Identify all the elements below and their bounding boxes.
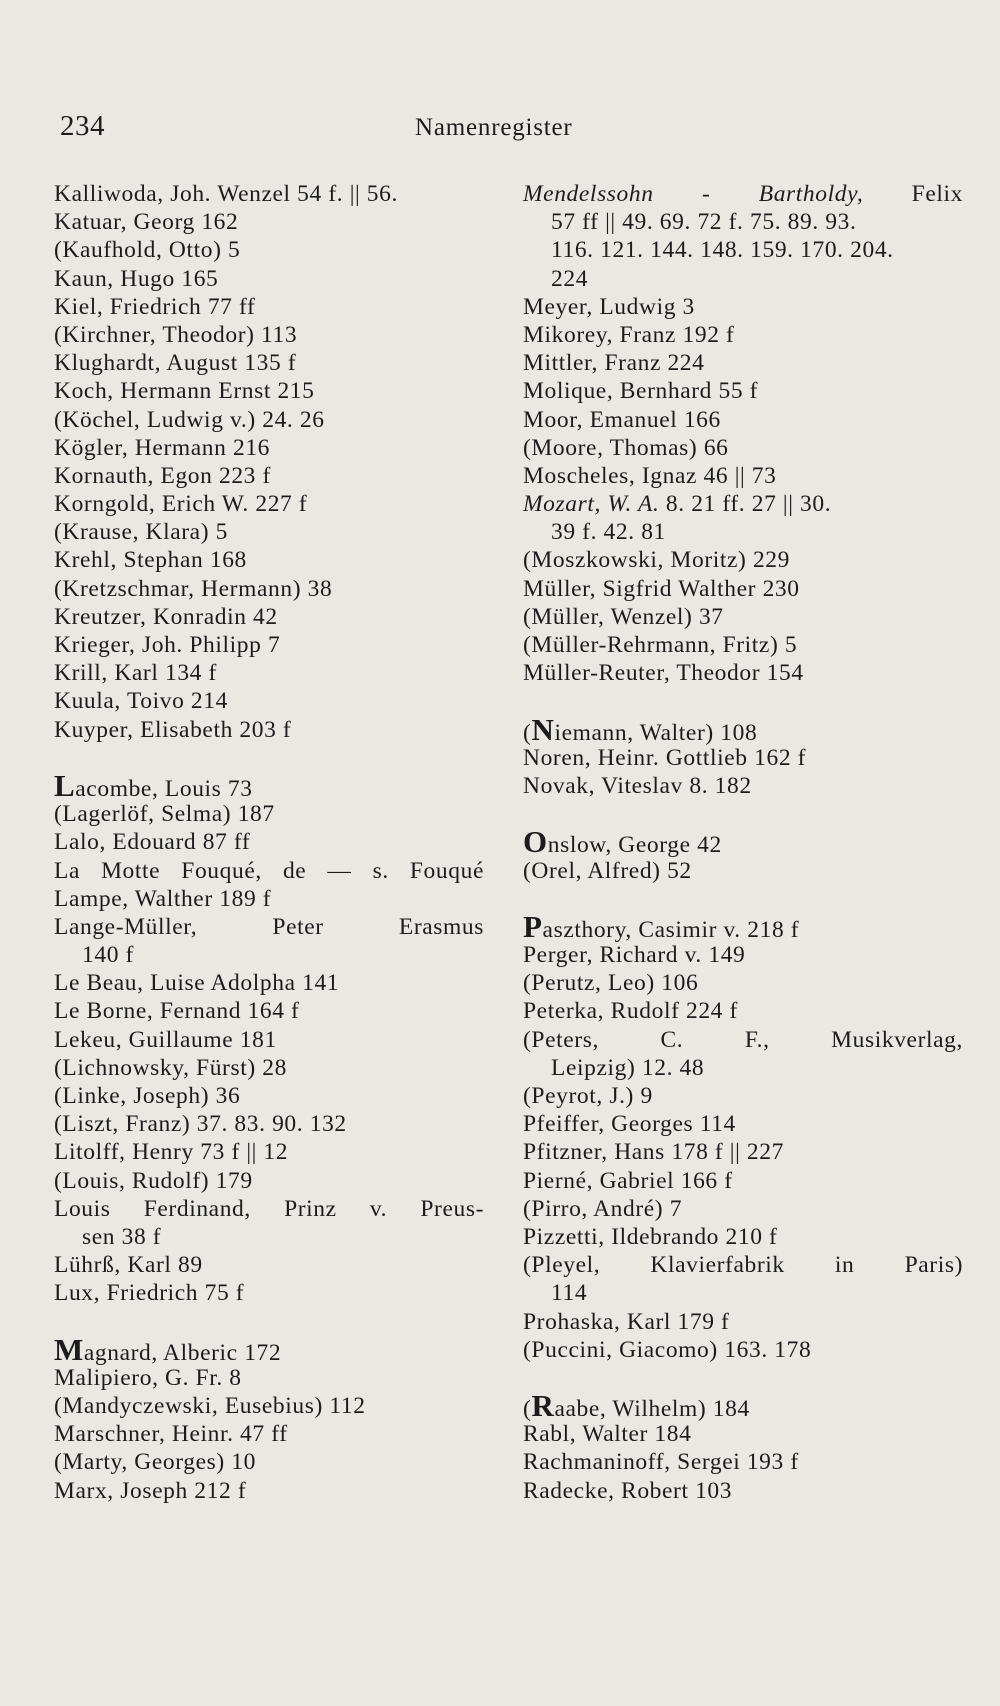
entry-prefix: ( bbox=[523, 1396, 532, 1423]
entry-text: 116. 121. 144. 148. 159. 170. 204. bbox=[551, 237, 894, 264]
section-gap bbox=[54, 1308, 484, 1336]
entry-text: (Linke, Joseph) 36 bbox=[54, 1083, 241, 1109]
entry-text: Katuar, Georg 162 bbox=[54, 209, 239, 236]
entry-text: Kalliwoda, Joh. Wenzel 54 f. || 56. bbox=[54, 181, 398, 207]
index-entry bbox=[54, 1167, 484, 1195]
entry-text: Marx, Joseph 212 f bbox=[54, 1477, 247, 1504]
entry-text: Lange-Müller, Peter Erasmus bbox=[54, 913, 484, 940]
section-initial: M bbox=[54, 1331, 84, 1367]
index-entry bbox=[54, 575, 484, 603]
entry-text: Mikorey, Franz 192 f bbox=[523, 321, 735, 348]
index-entry bbox=[54, 406, 484, 434]
entry-text: 8. 21 ff. 27 || 30. bbox=[659, 491, 832, 518]
entry-text: Malipiero, G. Fr. 8 bbox=[54, 1364, 242, 1391]
index-entry bbox=[54, 631, 484, 659]
entry-name-italic: Mozart, W. A. bbox=[523, 491, 660, 518]
entry-text: Lührß, Karl 89 bbox=[54, 1252, 203, 1279]
entry-text: Moor, Emanuel 166 bbox=[523, 406, 721, 433]
entry-text: (Kaufhold, Otto) 5 bbox=[54, 237, 241, 264]
entry-text: (Müller-Rehrmann, Fritz) 5 bbox=[523, 632, 798, 658]
entry-text: Kuula, Toivo 214 bbox=[54, 688, 228, 715]
entry-text: Kaun, Hugo 165 bbox=[54, 265, 219, 292]
entry-text: Moscheles, Ignaz 46 || 73 bbox=[523, 462, 777, 489]
entry-text: Molique, Bernhard 55 f bbox=[523, 378, 759, 405]
index-entry bbox=[523, 1195, 963, 1223]
index-entry bbox=[54, 969, 484, 997]
index-entry-continuation bbox=[523, 1279, 963, 1307]
entry-text: Pizzetti, Ildebrando 210 f bbox=[523, 1223, 778, 1250]
index-entry bbox=[523, 908, 963, 944]
index-entry bbox=[54, 885, 484, 913]
index-entry bbox=[54, 377, 484, 405]
entry-text: La Motte Fouqué, de — s. Fouqué bbox=[54, 857, 484, 884]
entry-text: Kuyper, Elisabeth 203 f bbox=[54, 716, 292, 743]
index-entry bbox=[54, 236, 484, 264]
index-entry bbox=[54, 1110, 484, 1138]
index-entry bbox=[523, 575, 963, 603]
entry-text: Kögler, Hermann 216 bbox=[54, 434, 271, 461]
entry-text: Leipzig) 12. 48 bbox=[551, 1054, 705, 1081]
entry-text: (Puccini, Giacomo) 163. 178 bbox=[523, 1336, 812, 1363]
index-entry bbox=[523, 969, 963, 997]
page-number: 234 bbox=[60, 110, 105, 142]
index-entry-continuation bbox=[523, 1054, 963, 1082]
entry-text: (Peyrot, J.) 9 bbox=[523, 1083, 653, 1109]
index-entry bbox=[523, 434, 963, 462]
index-entry bbox=[54, 913, 484, 941]
section-gap bbox=[523, 800, 963, 828]
entry-text: Krieger, Joh. Philipp 7 bbox=[54, 632, 281, 658]
index-entry-continuation bbox=[523, 208, 963, 236]
entry-text: Rabl, Walter 184 bbox=[523, 1421, 692, 1448]
entry-text: Pierné, Gabriel 166 f bbox=[523, 1167, 733, 1194]
index-entry bbox=[54, 1331, 484, 1367]
index-entry bbox=[523, 659, 963, 687]
index-entry bbox=[523, 1336, 963, 1364]
index-entry bbox=[523, 1138, 963, 1166]
entry-text: Krehl, Stephan 168 bbox=[54, 547, 247, 574]
index-entry bbox=[523, 1251, 963, 1279]
section-initial: N bbox=[531, 711, 555, 747]
entry-text: Meyer, Ludwig 3 bbox=[523, 293, 695, 320]
index-entry bbox=[523, 1110, 963, 1138]
index-entry bbox=[523, 1026, 963, 1054]
entry-text: Koch, Hermann Ernst 215 bbox=[54, 378, 315, 405]
index-entry bbox=[54, 1082, 484, 1110]
entry-text: Lux, Friedrich 75 f bbox=[54, 1280, 245, 1307]
index-entry bbox=[523, 603, 963, 631]
index-entry bbox=[523, 180, 963, 208]
index-entry bbox=[54, 546, 484, 574]
entry-text: Müller-Reuter, Theodor 154 bbox=[523, 660, 804, 687]
entry-text: Korngold, Erich W. 227 f bbox=[54, 491, 308, 518]
index-entry bbox=[54, 767, 484, 803]
entry-text: Pfitzner, Hans 178 f || 227 bbox=[523, 1139, 784, 1166]
index-entry bbox=[523, 772, 963, 800]
entry-text: Le Beau, Luise Adolpha 141 bbox=[54, 970, 340, 997]
index-entry bbox=[523, 1167, 963, 1195]
entry-text: Pfeiffer, Georges 114 bbox=[523, 1111, 736, 1138]
index-entry bbox=[523, 1082, 963, 1110]
index-entry bbox=[54, 1026, 484, 1054]
index-entry bbox=[54, 1364, 484, 1392]
entry-text: (Müller, Wenzel) 37 bbox=[523, 603, 724, 630]
index-entry-continuation bbox=[523, 265, 963, 293]
entry-text: (Lagerlöf, Selma) 187 bbox=[54, 801, 275, 828]
entry-text: agnard, Alberic 172 bbox=[83, 1339, 282, 1366]
entry-text: acombe, Louis 73 bbox=[75, 775, 253, 802]
index-entry bbox=[523, 941, 963, 969]
index-entry bbox=[54, 1195, 484, 1223]
index-entry bbox=[54, 1138, 484, 1166]
section-gap bbox=[54, 744, 484, 772]
entry-text: aabe, Wilhelm) 184 bbox=[554, 1396, 750, 1423]
index-entry-continuation bbox=[523, 518, 963, 546]
entry-text: (Pirro, André) 7 bbox=[523, 1195, 683, 1222]
entry-text: (Moszkowski, Moritz) 229 bbox=[523, 547, 791, 574]
entry-text: Perger, Richard v. 149 bbox=[523, 942, 746, 969]
index-entry bbox=[523, 1308, 963, 1336]
entry-text: Krill, Karl 134 f bbox=[54, 660, 217, 687]
index-entry bbox=[54, 716, 484, 744]
entry-text: Kornauth, Egon 223 f bbox=[54, 462, 271, 489]
index-entry bbox=[54, 687, 484, 715]
section-initial: P bbox=[523, 908, 543, 944]
index-entry bbox=[54, 1420, 484, 1448]
index-entry-continuation bbox=[54, 941, 484, 969]
index-entry-continuation bbox=[54, 1223, 484, 1251]
index-entry bbox=[54, 1251, 484, 1279]
index-entry bbox=[54, 462, 484, 490]
index-entry bbox=[523, 1477, 963, 1505]
index-entry bbox=[523, 349, 963, 377]
index-entry bbox=[523, 406, 963, 434]
entry-text: Rachmaninoff, Sergei 193 f bbox=[523, 1449, 799, 1476]
index-entry bbox=[54, 180, 484, 208]
index-entry bbox=[523, 744, 963, 772]
entry-text: Noren, Heinr. Gottlieb 162 f bbox=[523, 744, 807, 771]
index-column-left bbox=[54, 180, 484, 1505]
index-entry bbox=[523, 1388, 963, 1424]
index-entry bbox=[54, 1279, 484, 1307]
entry-text: 57 ff || 49. 69. 72 f. 75. 89. 93. bbox=[551, 209, 857, 236]
index-entry bbox=[523, 997, 963, 1025]
section-gap bbox=[523, 1364, 963, 1392]
entry-text: Le Borne, Fernand 164 f bbox=[54, 998, 300, 1025]
index-entry bbox=[523, 321, 963, 349]
entry-text: nslow, George 42 bbox=[547, 832, 722, 859]
entry-name-italic: Mendelssohn - Bartholdy, bbox=[523, 181, 864, 207]
entry-text: Müller, Sigfrid Walther 230 bbox=[523, 575, 800, 602]
entry-prefix: ( bbox=[523, 719, 532, 746]
index-entry bbox=[54, 518, 484, 546]
index-entry bbox=[54, 1054, 484, 1082]
entry-text: (Krause, Klara) 5 bbox=[54, 519, 228, 546]
entry-text: Lalo, Edouard 87 ff bbox=[54, 829, 251, 856]
entry-text: (Kirchner, Theodor) 113 bbox=[54, 321, 298, 348]
index-entry bbox=[54, 293, 484, 321]
index-entry bbox=[523, 293, 963, 321]
index-entry bbox=[523, 546, 963, 574]
section-initial: L bbox=[54, 767, 76, 803]
entry-text: (Pleyel, Klavierfabrik in Paris) bbox=[523, 1252, 963, 1279]
index-entry bbox=[54, 265, 484, 293]
index-entry bbox=[523, 631, 963, 659]
entry-text: (Marty, Georges) 10 bbox=[54, 1449, 256, 1476]
index-entry bbox=[523, 1448, 963, 1476]
entry-text: (Mandyczewski, Eusebius) 112 bbox=[54, 1393, 366, 1420]
entry-text: aszthory, Casimir v. 218 f bbox=[542, 916, 800, 943]
entry-text: Marschner, Heinr. 47 ff bbox=[54, 1421, 288, 1448]
entry-text: (Peters, C. F., Musikverlag, bbox=[523, 1026, 963, 1053]
entry-text: (Orel, Alfred) 52 bbox=[523, 857, 692, 884]
section-initial: R bbox=[531, 1388, 555, 1424]
entry-text: (Lichnowsky, Fürst) 28 bbox=[54, 1054, 287, 1081]
entry-text: (Louis, Rudolf) 179 bbox=[54, 1167, 253, 1194]
index-entry bbox=[523, 462, 963, 490]
index-entry bbox=[523, 1420, 963, 1448]
index-entry bbox=[523, 824, 963, 860]
entry-text: Radecke, Robert 103 bbox=[523, 1477, 733, 1504]
index-entry bbox=[54, 828, 484, 856]
entry-text: Novak, Viteslav 8. 182 bbox=[523, 772, 752, 799]
index-entry bbox=[54, 857, 484, 885]
index-entry bbox=[54, 1392, 484, 1420]
running-head: Namenregister bbox=[415, 114, 573, 141]
entry-text: 114 bbox=[551, 1280, 588, 1307]
entry-text: 224 bbox=[551, 265, 589, 292]
entry-text: (Moore, Thomas) 66 bbox=[523, 434, 729, 461]
section-initial: O bbox=[523, 824, 548, 860]
entry-text: Felix bbox=[863, 181, 963, 207]
index-entry bbox=[54, 1448, 484, 1476]
entry-text: Kreutzer, Konradin 42 bbox=[54, 603, 278, 630]
entry-text: (Liszt, Franz) 37. 83. 90. 132 bbox=[54, 1111, 347, 1138]
index-entry bbox=[54, 1477, 484, 1505]
index-entry bbox=[54, 800, 484, 828]
index-entry bbox=[54, 349, 484, 377]
index-entry bbox=[523, 377, 963, 405]
entry-text: sen 38 f bbox=[82, 1223, 162, 1250]
entry-text: Klughardt, August 135 f bbox=[54, 350, 297, 377]
index-entry-continuation bbox=[523, 236, 963, 264]
entry-text: Litolff, Henry 73 f || 12 bbox=[54, 1139, 289, 1166]
entry-text: iemann, Walter) 108 bbox=[554, 719, 758, 746]
index-entry bbox=[523, 711, 963, 747]
index-entry bbox=[523, 857, 963, 885]
entry-text: Mittler, Franz 224 bbox=[523, 350, 705, 377]
section-gap bbox=[523, 885, 963, 913]
entry-text: (Perutz, Leo) 106 bbox=[523, 970, 699, 997]
index-entry bbox=[54, 603, 484, 631]
section-gap bbox=[523, 687, 963, 715]
index-entry bbox=[54, 997, 484, 1025]
index-entry bbox=[54, 490, 484, 518]
index-entry bbox=[54, 321, 484, 349]
entry-text: Kiel, Friedrich 77 ff bbox=[54, 293, 256, 320]
index-column-right bbox=[523, 180, 963, 1505]
index-entry bbox=[54, 208, 484, 236]
entry-text: (Köchel, Ludwig v.) 24. 26 bbox=[54, 406, 325, 433]
index-entry bbox=[523, 1223, 963, 1251]
index-entry bbox=[523, 490, 963, 518]
entry-text: Lampe, Walther 189 f bbox=[54, 885, 272, 912]
entry-text: Prohaska, Karl 179 f bbox=[523, 1308, 730, 1335]
entry-text: 140 f bbox=[82, 942, 134, 969]
entry-text: 39 f. 42. 81 bbox=[551, 519, 666, 546]
entry-text: Louis Ferdinand, Prinz v. Preus- bbox=[54, 1195, 484, 1222]
entry-text: Lekeu, Guillaume 181 bbox=[54, 1026, 277, 1053]
index-entry bbox=[54, 659, 484, 687]
index-entry bbox=[54, 434, 484, 462]
entry-text: Peterka, Rudolf 224 f bbox=[523, 998, 738, 1025]
entry-text: (Kretzschmar, Hermann) 38 bbox=[54, 575, 333, 602]
